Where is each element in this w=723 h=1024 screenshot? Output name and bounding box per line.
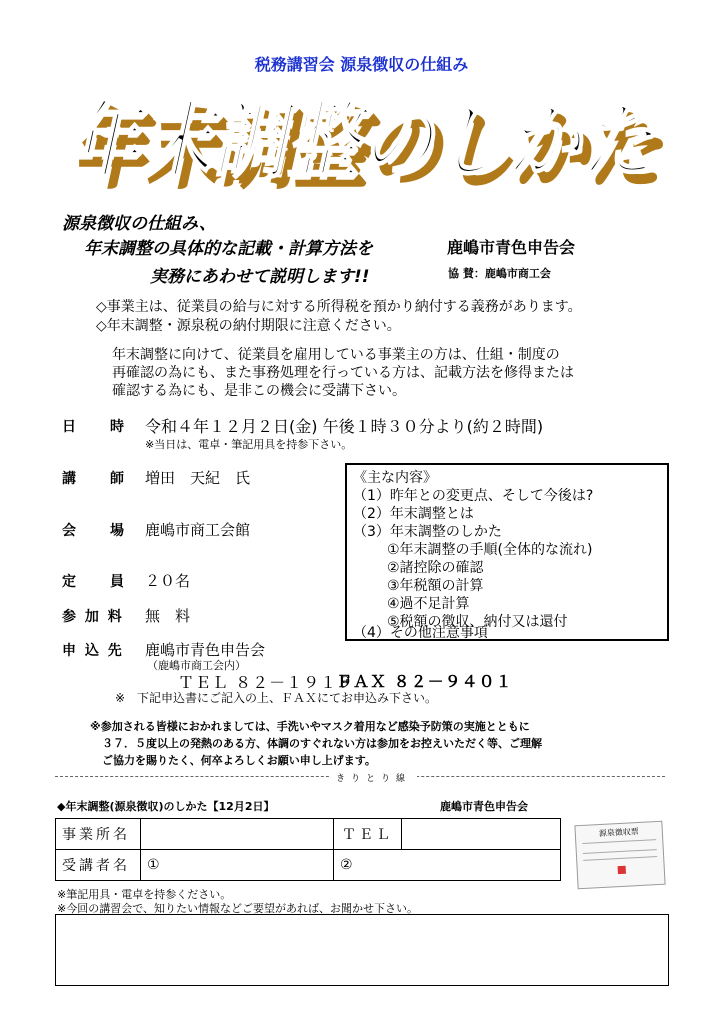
tel-number: ＴＥＬ ８２－１９１９ [178,673,355,692]
notice-1: ◇事業主は、従業員の給与に対する所得税を預かり納付する義務があります。 [96,299,582,315]
requests-field[interactable] [55,914,669,986]
business-field[interactable] [141,819,334,850]
subtitle: 税務講習会 源泉徴収の仕組み [254,55,469,74]
apply-value: 鹿嶋市青色申告会 [145,641,266,659]
withholding-slip-image [574,821,665,890]
lecturer-label: 講 師 [62,471,126,487]
paragraph-line-2: 再確認の為にも、また事務処理を行っている方は、記載方法を修得または [112,365,574,381]
sponsor: 協 賛：鹿嶋市商工会 [448,267,551,280]
venue-label: 会 場 [62,523,126,539]
form-note-2: ※今回の講習会で、知りたい情報などご要望があれば、お聞かせ下さい。 [57,902,418,915]
intro-line-2: 年末調整の具体的な記載・計算方法を [84,239,373,259]
business-label: 事業所名 [56,819,141,850]
fee-value: 無 料 [145,607,191,625]
main-title [60,80,670,200]
date-note: ※当日は、電卓・筆記用具を持参下さい。 [145,438,353,451]
organizer: 鹿嶋市青色申告会 [447,238,576,257]
lecturer-value: 増田 天紀 氏 [145,469,251,487]
notice-2: ◇年末調整・源泉税の納付期限に注意ください。 [96,318,401,334]
slip-stamp [618,866,626,874]
contents-item: （4）その他注意事項 [353,625,488,641]
date-value: 令和４年１２月２日(金) 午後１時３０分より(約２時間) [145,417,544,436]
attendee-field-2[interactable]: ② [334,850,561,881]
tel-field[interactable] [402,819,561,850]
slip-caption: 源泉徴収票 [598,826,640,839]
contents-item: （2）年末調整とは [353,506,474,522]
covid-note-3: ご協力を賜りたく、何卒よろしくお願い申し上げます。 [102,754,376,767]
form-row-attendee [56,850,561,881]
attendee-label: 受講者名 [56,850,141,881]
intro-line-3: 実務にあわせて説明します!! [150,267,370,287]
covid-note-2: ３７．５度以上の発熱のある方、体調のすぐれない方は参加をお控えいただく等、ご理解 [102,737,542,750]
capacity-label: 定 員 [62,574,126,590]
contents-item: ③年税額の計算 [387,578,484,594]
contents-box [345,463,669,641]
paragraph-line-1: 年末調整に向けて、従業員を雇用している事業主の方は、仕組・制度の [112,347,560,363]
contents-item: ①年末調整の手順(全体的な流れ) [387,542,593,558]
fee-label: 参 加 料 [62,609,124,625]
form-org: 鹿嶋市青色申告会 [440,800,528,813]
capacity-value: ２０名 [145,572,191,590]
intro-line-1: 源泉徴収の仕組み、 [62,214,217,234]
application-form [55,818,561,881]
paragraph-line-3: 確認する為にも、是非この機会に受講下さい。 [112,383,406,399]
contents-item: ④過不足計算 [387,596,470,612]
attendee-field-1[interactable]: ① [141,850,334,881]
date-label: 日 時 [62,419,126,435]
apply-label: 申 込 先 [62,643,124,659]
apply-note: ※ 下記申込書にご記入の上、ＦＡＸにてお申込み下さい。 [115,691,438,705]
covid-note-1: ※参加される皆様におかれましては、手洗いやマスク着用など感染予防策の実施とともに [90,720,530,733]
contents-item: （1）昨年との変更点、そして今後は? [353,488,594,504]
slip-line [582,839,656,850]
cut-line-label: きりとり線 [330,771,417,784]
contents-item: ②諸控除の確認 [387,560,484,576]
venue-value: 鹿嶋市商工会館 [145,521,251,539]
form-row-business [56,819,561,850]
form-title: ◆年末調整(源泉徴収)のしかた【12月2日】 [57,800,275,813]
title-shadow: 年末調整のしかた [74,102,663,200]
form-note-1: ※筆記用具・電卓を持参ください。 [57,888,232,901]
contents-item: ⑤税額の徴収、納付又は還付 [387,614,568,630]
contents-heading: 《主な内容》 [353,470,437,486]
fax-number: ＦＡＸ ８２－９４０１ [336,672,513,691]
tel-label: ＴＥＬ [334,819,402,850]
title-text: 年末調整のしかた [66,92,655,190]
contents-item: （3）年末調整のしかた [353,524,502,540]
apply-sub: （鹿嶋市商工会内） [147,659,246,672]
